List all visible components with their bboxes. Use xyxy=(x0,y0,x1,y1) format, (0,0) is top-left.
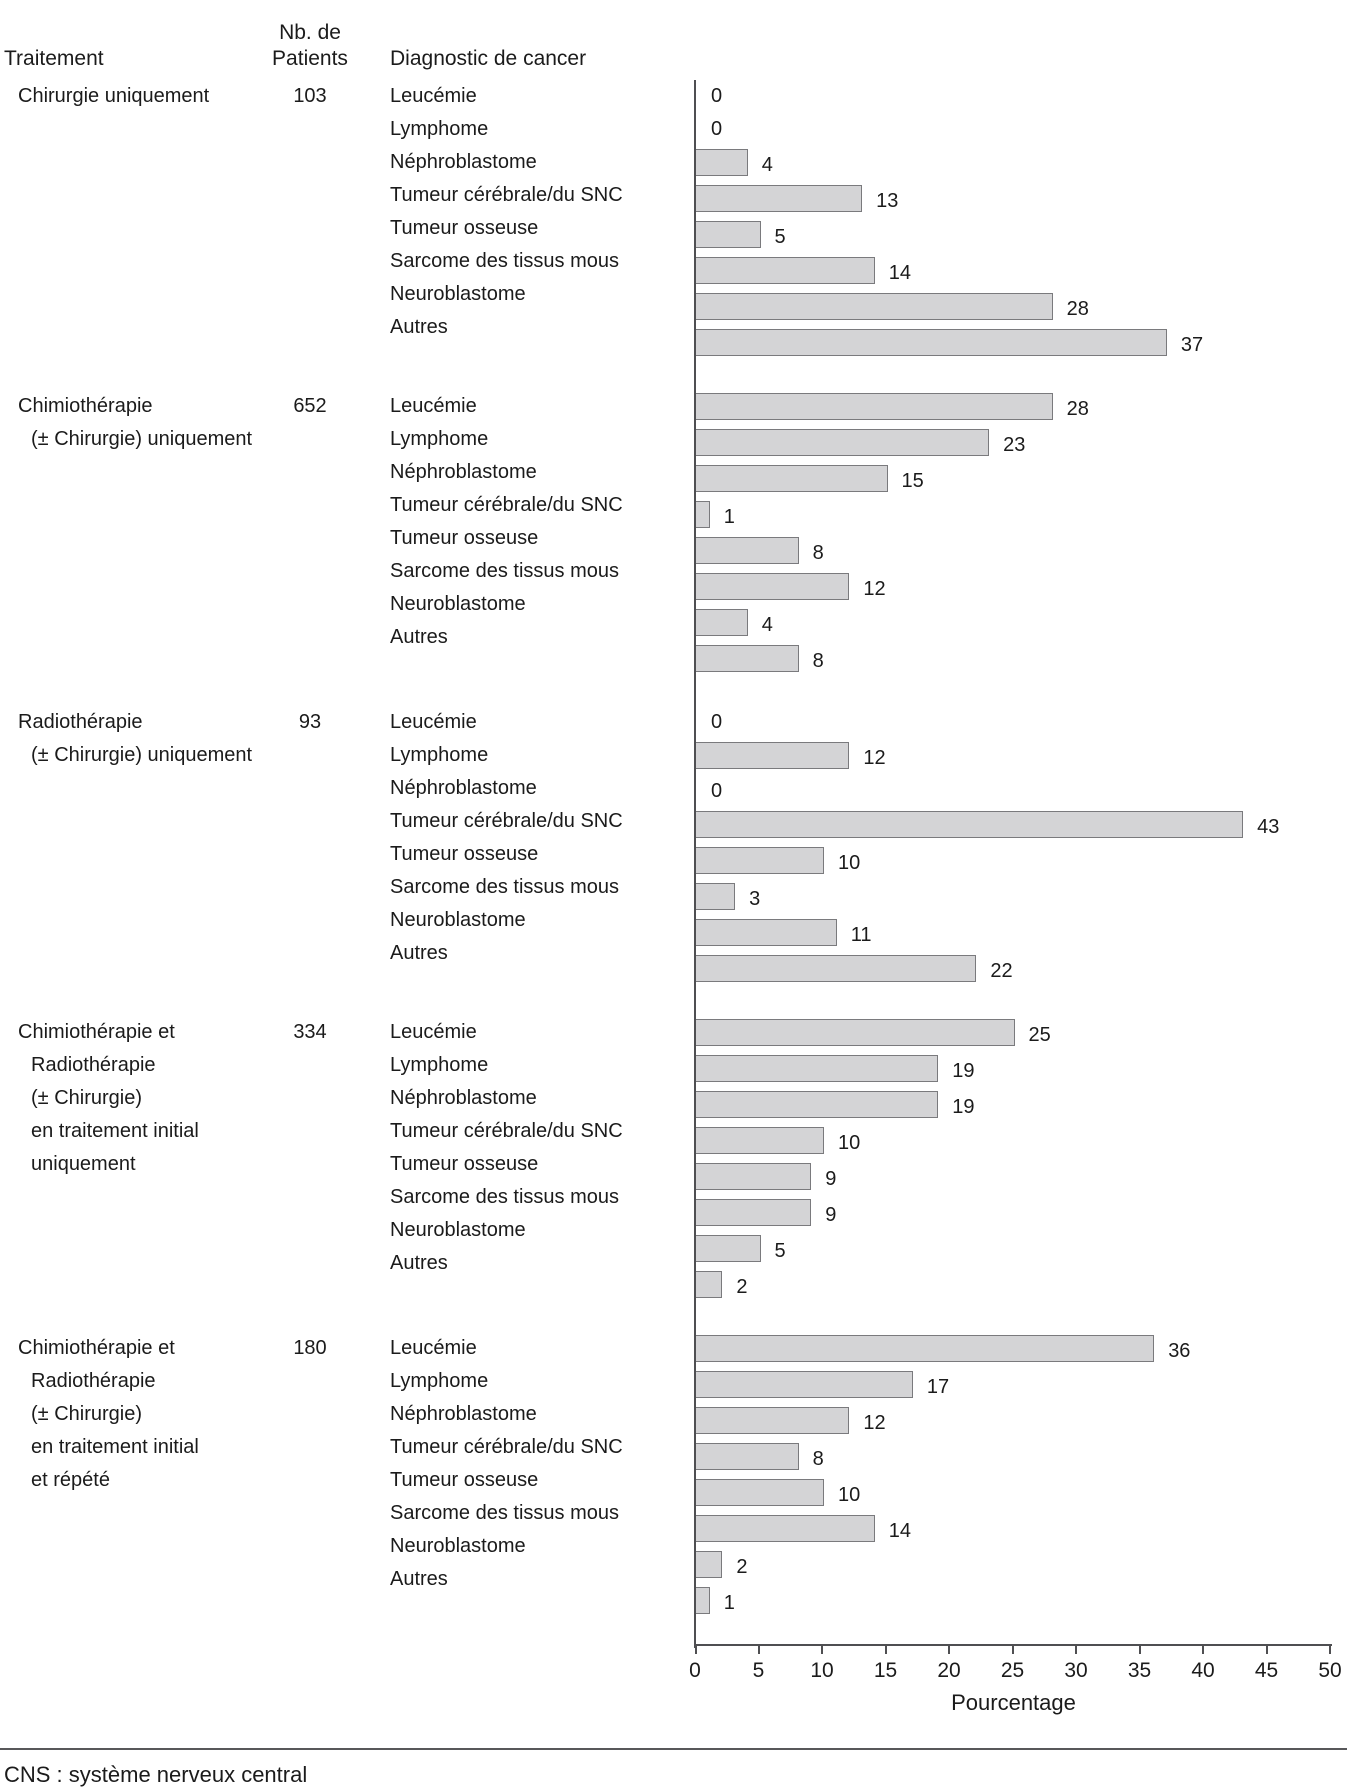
category-label: Lymphome xyxy=(390,1370,489,1392)
bar xyxy=(695,1479,824,1506)
bar-value-label: 0 xyxy=(711,118,723,140)
bar xyxy=(695,1443,799,1470)
bar-value-label: 9 xyxy=(825,1204,837,1226)
treatment-label-line: Radiothérapie xyxy=(18,711,143,733)
bar-value-label: 14 xyxy=(888,1520,912,1542)
bar-row xyxy=(695,293,1347,326)
bar-value-label: 12 xyxy=(863,1412,886,1434)
bar-value-label: 5 xyxy=(774,1240,786,1262)
treatment-label-line: en traitement initial xyxy=(31,1120,199,1142)
bar-row xyxy=(695,1335,1347,1368)
column-headers xyxy=(0,20,1347,72)
bar xyxy=(695,955,976,982)
diagnosis-labels xyxy=(360,390,695,678)
bar-row xyxy=(695,573,1347,606)
category-label: Sarcome des tissus mous xyxy=(390,1186,619,1208)
bar-value-label: 0 xyxy=(711,85,723,107)
treatment-label-line: (± Chirurgie) xyxy=(31,1087,142,1109)
bar-value-label: 11 xyxy=(850,924,872,946)
bar-value-label: 2 xyxy=(736,1276,748,1298)
bar-value-label: 5 xyxy=(774,226,786,248)
treatment-label xyxy=(0,80,260,362)
bar-row xyxy=(695,847,1347,880)
bar xyxy=(695,1551,722,1578)
header-traitement: Traitement xyxy=(4,47,104,70)
bar-row xyxy=(695,1055,1347,1088)
x-axis-tick-label: 15 xyxy=(873,1659,898,1682)
category-label: Autres xyxy=(390,316,448,338)
x-axis-tick xyxy=(1075,1646,1077,1654)
category-label: Autres xyxy=(390,942,448,964)
category-label: Néphroblastome xyxy=(390,777,537,799)
bar xyxy=(695,257,875,284)
x-axis-tick-label: 20 xyxy=(937,1659,961,1682)
category-label: Neuroblastome xyxy=(390,1219,526,1241)
patients-count: 334 xyxy=(293,1021,327,1043)
treatment-label-line: Chimiothérapie et xyxy=(18,1021,175,1043)
x-axis-title: Pourcentage xyxy=(951,1690,1076,1715)
patients-count: 180 xyxy=(293,1337,327,1359)
header-patients: Patients xyxy=(272,47,348,70)
category-label: Néphroblastome xyxy=(390,1087,537,1109)
bar-row xyxy=(695,1163,1347,1196)
bar xyxy=(695,465,888,492)
bar-row xyxy=(695,1551,1347,1584)
bar-row xyxy=(695,501,1347,534)
bar-row xyxy=(695,221,1347,254)
treatment-label xyxy=(0,1016,260,1304)
treatment-label-line: uniquement xyxy=(31,1153,136,1175)
bar xyxy=(695,429,989,456)
bar-value-label: 0 xyxy=(711,780,723,802)
bar-value-label: 19 xyxy=(952,1096,975,1118)
treatment-group xyxy=(0,390,1347,678)
footnote-text: CNS : système nerveux central xyxy=(4,1762,308,1787)
treatment-group xyxy=(0,1016,1347,1304)
diagnosis-labels xyxy=(360,1332,695,1620)
x-axis-line xyxy=(695,1644,1332,1656)
category-label: Tumeur osseuse xyxy=(390,527,539,549)
x-axis-tick-label: 35 xyxy=(1127,1659,1152,1682)
treatment-label-line: (± Chirurgie) xyxy=(31,1403,142,1425)
treatment-group xyxy=(0,1332,1347,1620)
bar xyxy=(695,1127,824,1154)
diagnosis-labels xyxy=(360,706,695,988)
bar-row xyxy=(695,329,1347,362)
bar-row xyxy=(695,257,1347,290)
bar-row xyxy=(695,1199,1347,1232)
bar xyxy=(695,1515,875,1542)
treatment-label-line: (± Chirurgie) uniquement xyxy=(31,428,253,450)
bars xyxy=(695,706,1347,988)
bar xyxy=(695,811,1243,838)
bar-value-label: 17 xyxy=(926,1376,950,1398)
bar xyxy=(695,742,849,769)
category-label: Lymphome xyxy=(390,118,489,140)
patients-count: 652 xyxy=(293,395,327,417)
x-axis-tick-label: 0 xyxy=(689,1659,701,1682)
category-label: Neuroblastome xyxy=(390,593,526,615)
bar xyxy=(695,919,837,946)
category-label: Sarcome des tissus mous xyxy=(390,250,619,272)
bar-value-label: 28 xyxy=(1066,398,1089,420)
category-label: Neuroblastome xyxy=(390,909,526,931)
x-axis-tick-label: 10 xyxy=(810,1659,834,1682)
bar-value-label: 14 xyxy=(888,262,912,284)
bar-value-label: 37 xyxy=(1180,334,1204,356)
bar-row xyxy=(695,393,1347,426)
bar xyxy=(695,149,748,176)
category-label: Leucémie xyxy=(390,85,477,107)
bar-row xyxy=(695,1091,1347,1124)
bars xyxy=(695,1332,1347,1620)
x-axis-tick xyxy=(1012,1646,1014,1654)
bars xyxy=(695,1016,1347,1304)
bar-row xyxy=(695,742,1347,775)
bar-row xyxy=(695,955,1347,988)
category-label: Neuroblastome xyxy=(390,1535,526,1557)
category-label: Néphroblastome xyxy=(390,151,537,173)
category-label: Néphroblastome xyxy=(390,1403,537,1425)
bar-row xyxy=(695,775,1347,808)
bar-row xyxy=(695,1271,1347,1304)
bar xyxy=(695,1371,913,1398)
x-axis-tick xyxy=(758,1646,760,1654)
treatment-label-line: Chimiothérapie xyxy=(18,395,153,417)
category-label: Tumeur cérébrale/du SNC xyxy=(390,1120,623,1142)
diagnosis-labels xyxy=(360,80,695,362)
bar-row xyxy=(695,1407,1347,1440)
treatment-label xyxy=(0,1332,260,1620)
bar-row xyxy=(695,537,1347,570)
bar-value-label: 9 xyxy=(825,1168,837,1190)
category-label: Tumeur cérébrale/du SNC xyxy=(390,1436,623,1458)
bar xyxy=(695,1235,761,1262)
header-nb-de: Nb. de xyxy=(279,21,341,44)
header-spacer xyxy=(695,20,1347,72)
bar-row xyxy=(695,1019,1347,1052)
plot-area xyxy=(0,80,1347,1718)
bar-row xyxy=(695,185,1347,218)
category-label: Neuroblastome xyxy=(390,283,526,305)
category-label: Autres xyxy=(390,626,448,648)
bar xyxy=(695,1335,1154,1362)
bar xyxy=(695,221,761,248)
patients-count: 93 xyxy=(298,711,322,733)
bar-row xyxy=(695,883,1347,916)
treatment-label-line: Radiothérapie xyxy=(31,1370,156,1392)
bar-row xyxy=(695,1127,1347,1160)
bar-row xyxy=(695,1587,1347,1620)
bar-row xyxy=(695,1235,1347,1268)
bars xyxy=(695,390,1347,678)
category-label: Tumeur osseuse xyxy=(390,1469,539,1491)
category-label: Autres xyxy=(390,1568,448,1590)
diagnosis-labels xyxy=(360,1016,695,1304)
category-label: Tumeur cérébrale/du SNC xyxy=(390,810,623,832)
header-diagnostic-de-cancer: Diagnostic de cancer xyxy=(390,47,587,70)
bar-value-label: 8 xyxy=(812,1448,824,1470)
bar-row xyxy=(695,1515,1347,1548)
bar xyxy=(695,847,824,874)
bar-row xyxy=(695,113,1347,146)
category-label: Lymphome xyxy=(390,428,489,450)
category-label: Leucémie xyxy=(390,1021,477,1043)
bar-row xyxy=(695,645,1347,678)
bar-row xyxy=(695,465,1347,498)
bar-row xyxy=(695,706,1347,739)
category-label: Sarcome des tissus mous xyxy=(390,876,619,898)
footnote-divider xyxy=(0,1748,1347,1750)
bar xyxy=(695,185,862,212)
header-nb-de-patients xyxy=(260,20,360,72)
category-label: Néphroblastome xyxy=(390,461,537,483)
bar-value-label: 13 xyxy=(876,190,899,212)
bar-value-label: 4 xyxy=(761,614,773,636)
bar-value-label: 1 xyxy=(723,506,735,528)
bar xyxy=(695,1163,811,1190)
bar-row xyxy=(695,1479,1347,1512)
bar xyxy=(695,1199,811,1226)
bars xyxy=(695,80,1347,362)
x-axis-tick xyxy=(948,1646,950,1654)
bar-row xyxy=(695,80,1347,113)
treatment-label-line: (± Chirurgie) uniquement xyxy=(31,744,253,766)
bar-value-label: 28 xyxy=(1066,298,1089,320)
bar-value-label: 2 xyxy=(736,1556,748,1578)
bar-value-label: 8 xyxy=(812,542,824,564)
treatment-label-line: et répété xyxy=(31,1469,110,1491)
bar xyxy=(695,1407,849,1434)
bar xyxy=(695,501,710,528)
x-axis-tick-labels xyxy=(689,1656,1342,1684)
bar-value-label: 12 xyxy=(863,578,886,600)
x-axis-tick-label: 40 xyxy=(1191,1659,1215,1682)
bar-row xyxy=(695,1443,1347,1476)
bar xyxy=(695,609,748,636)
axis-gap xyxy=(0,1620,1347,1644)
bar-value-label: 1 xyxy=(723,1592,735,1614)
category-label: Tumeur cérébrale/du SNC xyxy=(390,184,623,206)
bar-row xyxy=(695,919,1347,952)
x-axis-tick xyxy=(1266,1646,1268,1654)
bar xyxy=(695,1271,722,1298)
bar-value-label: 23 xyxy=(1003,434,1026,456)
treatment-label-line: Radiothérapie xyxy=(31,1054,156,1076)
bar-value-label: 3 xyxy=(749,888,761,910)
bar-row xyxy=(695,811,1347,844)
bar xyxy=(695,293,1053,320)
category-label: Sarcome des tissus mous xyxy=(390,560,619,582)
x-axis-tick-label: 50 xyxy=(1318,1659,1342,1682)
bar xyxy=(695,393,1053,420)
treatment-groups xyxy=(0,80,1347,1620)
patients-count: 103 xyxy=(293,85,327,107)
category-label: Tumeur osseuse xyxy=(390,1153,539,1175)
bar-value-label: 36 xyxy=(1168,1340,1191,1362)
bar xyxy=(695,573,849,600)
bar-value-label: 12 xyxy=(863,747,886,769)
bar xyxy=(695,1091,938,1118)
x-axis-tick-label: 30 xyxy=(1064,1659,1088,1682)
bar xyxy=(695,883,735,910)
bar xyxy=(695,537,799,564)
bar-value-label: 0 xyxy=(711,711,723,733)
category-label: Autres xyxy=(390,1252,448,1274)
category-label: Tumeur osseuse xyxy=(390,217,539,239)
category-label: Leucémie xyxy=(390,711,477,733)
x-axis-tick xyxy=(1139,1646,1141,1654)
x-axis-tick-label: 45 xyxy=(1254,1659,1279,1682)
x-axis-tick-label: 25 xyxy=(1000,1659,1025,1682)
bar-row xyxy=(695,1371,1347,1404)
category-label: Lymphome xyxy=(390,1054,489,1076)
y-axis-line xyxy=(694,80,696,1648)
bar-row xyxy=(695,429,1347,462)
category-label: Tumeur osseuse xyxy=(390,843,539,865)
category-label: Leucémie xyxy=(390,1337,477,1359)
category-label: Lymphome xyxy=(390,744,489,766)
bar-row xyxy=(695,149,1347,182)
bar-value-label: 4 xyxy=(761,154,773,176)
bar-row xyxy=(695,609,1347,642)
treatment-label-line: Chirurgie uniquement xyxy=(18,85,210,107)
category-label: Leucémie xyxy=(390,395,477,417)
bar-value-label: 10 xyxy=(838,852,861,874)
bar-value-label: 10 xyxy=(838,1484,861,1506)
bar xyxy=(695,1055,938,1082)
category-label: Sarcome des tissus mous xyxy=(390,1502,619,1524)
x-axis-tick xyxy=(821,1646,823,1654)
treatment-label xyxy=(0,390,260,678)
bar-value-label: 25 xyxy=(1028,1024,1051,1046)
bar xyxy=(695,1587,710,1614)
bar xyxy=(695,645,799,672)
treatment-label-line: en traitement initial xyxy=(31,1436,199,1458)
bar-value-label: 19 xyxy=(952,1060,975,1082)
bar xyxy=(695,329,1167,356)
bar-value-label: 15 xyxy=(901,470,924,492)
bar-value-label: 22 xyxy=(990,960,1013,982)
treatment-label xyxy=(0,706,260,988)
bar-value-label: 8 xyxy=(812,650,824,672)
bar-value-label: 10 xyxy=(838,1132,861,1154)
treatment-group xyxy=(0,706,1347,988)
x-axis-tick xyxy=(885,1646,887,1654)
bar-value-label: 43 xyxy=(1257,816,1280,838)
treatment-group xyxy=(0,80,1347,362)
x-axis-tick xyxy=(1202,1646,1204,1654)
treatment-label-line: Chimiothérapie et xyxy=(18,1337,175,1359)
category-label: Tumeur cérébrale/du SNC xyxy=(390,494,623,516)
x-axis-tick xyxy=(1329,1646,1331,1654)
x-axis-tick-label: 5 xyxy=(752,1659,765,1682)
bar xyxy=(695,1019,1015,1046)
